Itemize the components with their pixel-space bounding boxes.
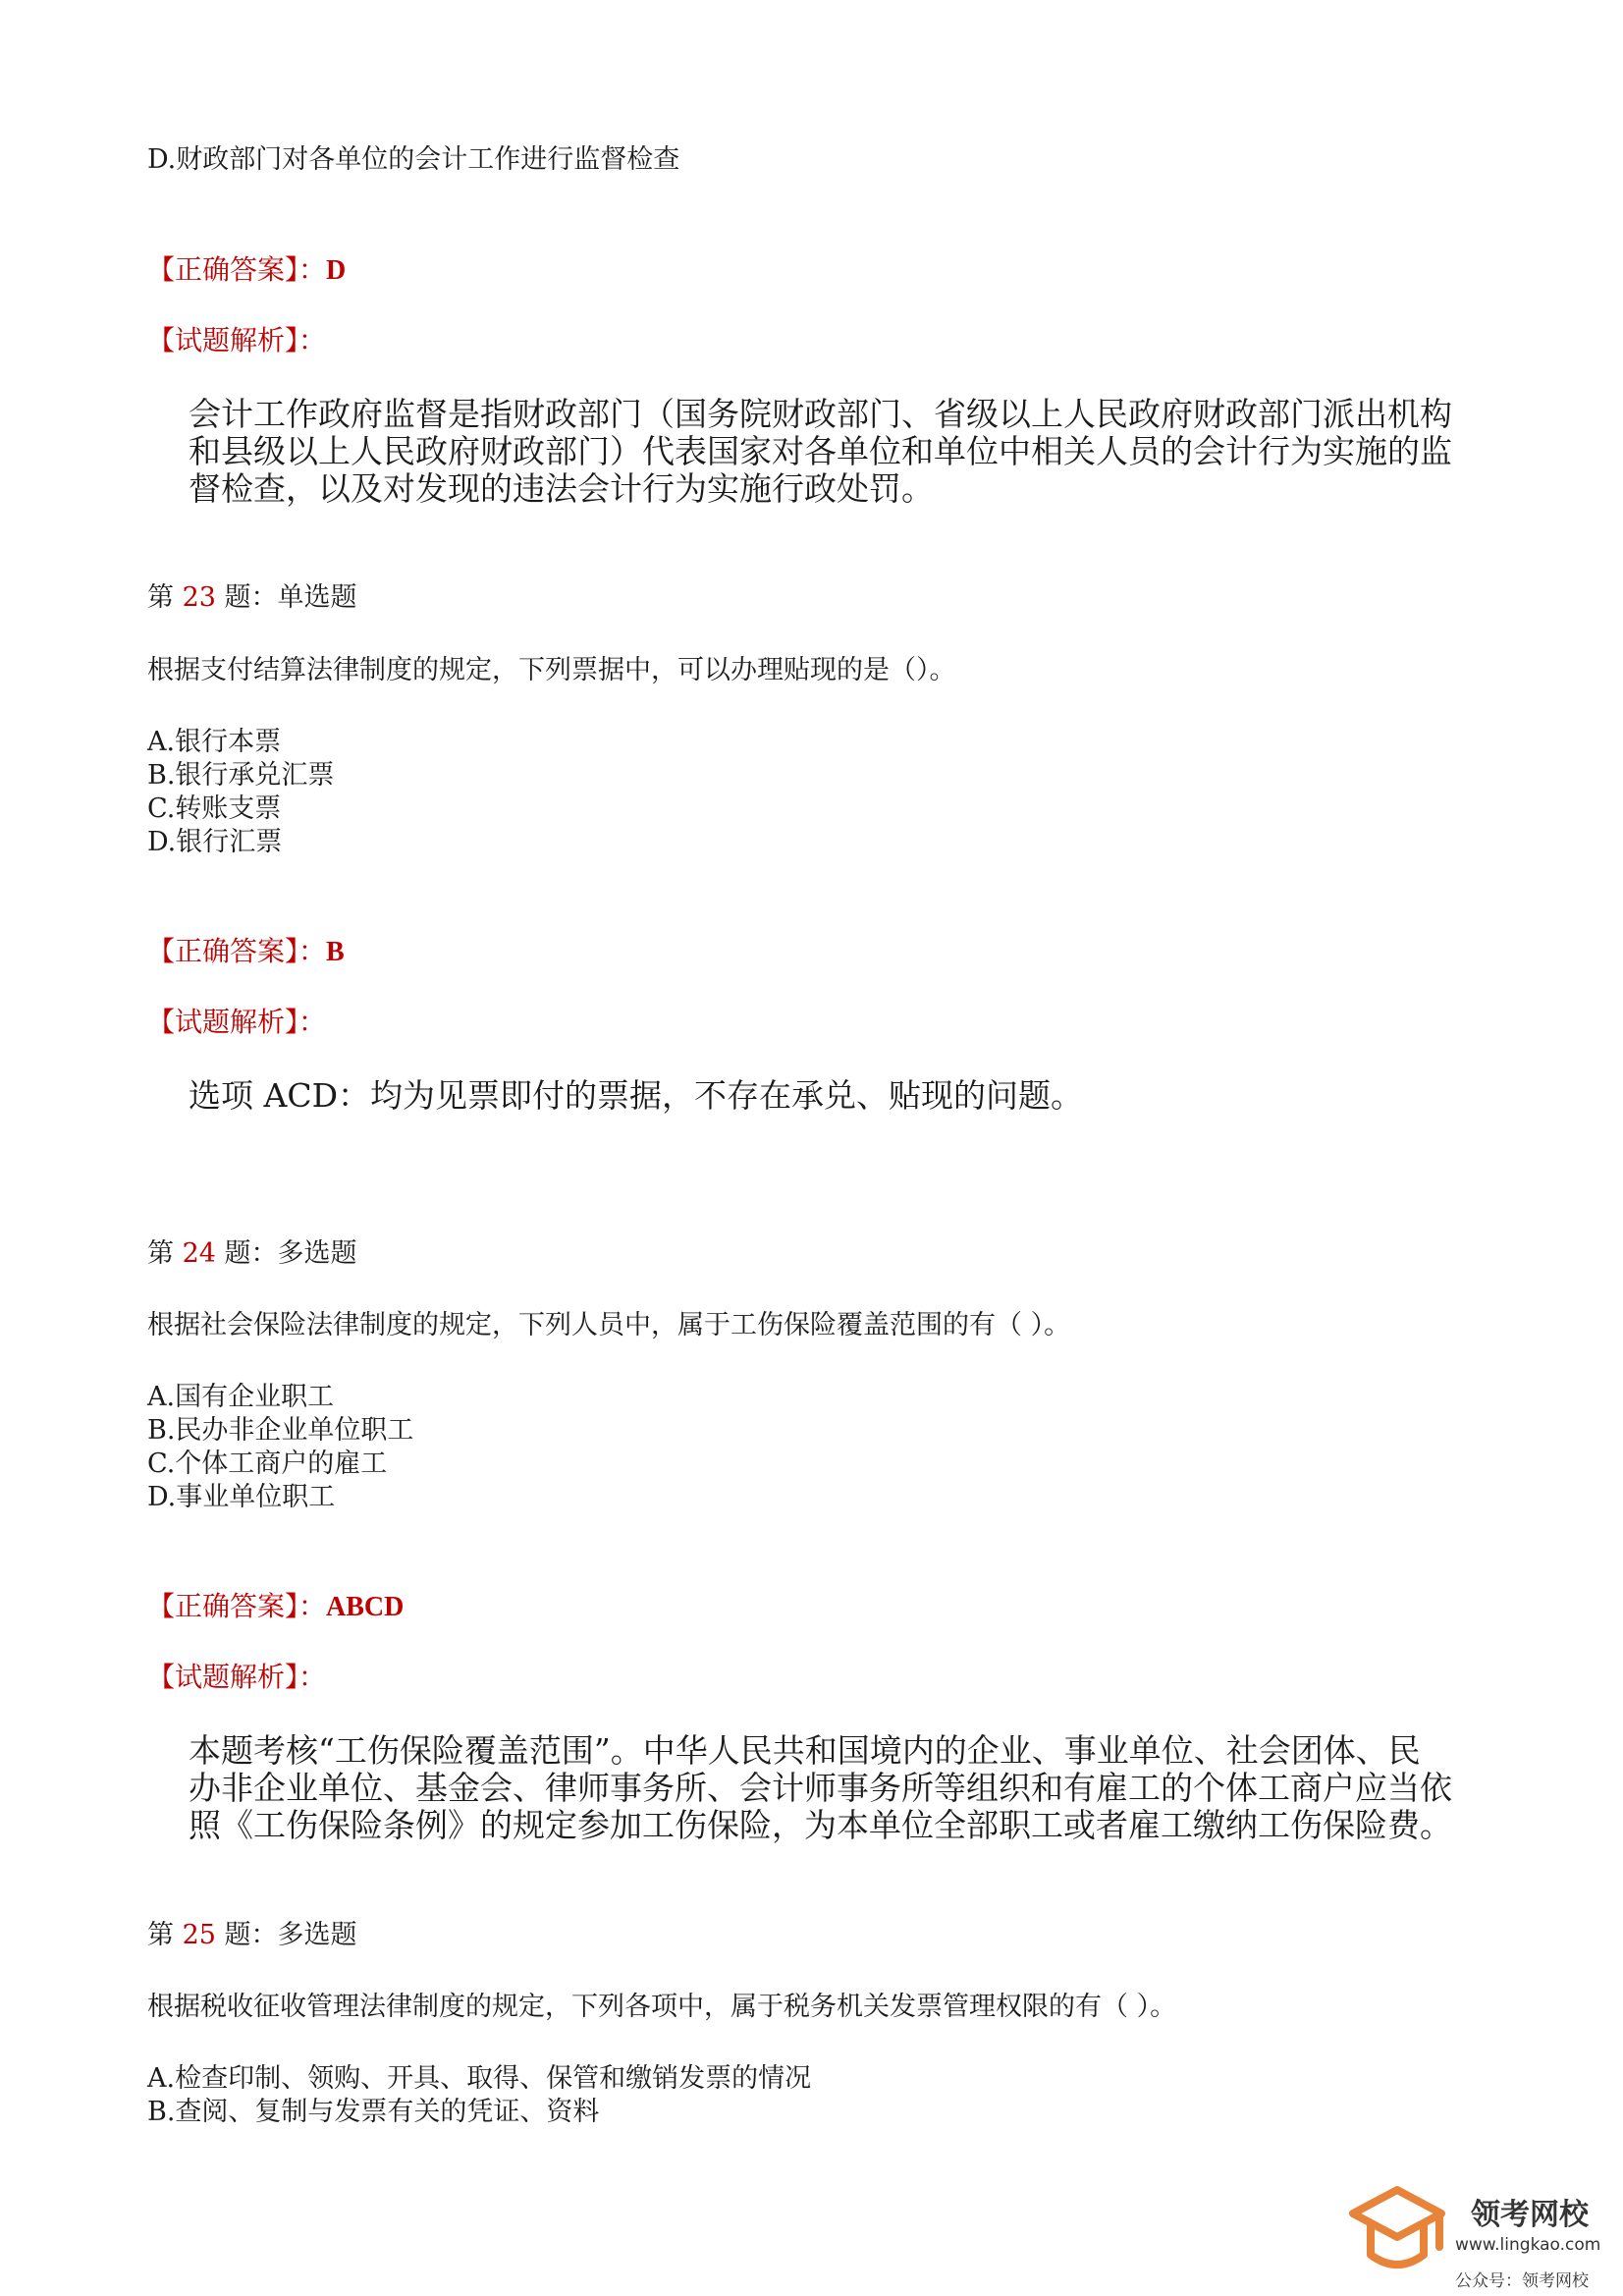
q24-answer (147, 1590, 404, 1624)
question-number: 24 (182, 1238, 216, 1269)
question-25-stem: 根据税收征收管理法律制度的规定，下列各项中，属于税务机关发票管理权限的有（ ）。 (147, 1992, 1177, 2022)
question-number: 25 (182, 1920, 216, 1950)
q22-analysis-label: 【试题解析】： (147, 324, 327, 356)
question-25-header (147, 1919, 357, 1952)
graduation-cap-icon (1343, 2176, 1451, 2284)
q22-analysis-line-1: 会计工作政府监督是指财政部门（国务院财政部门、省级以上人民政府财政部门派出机构 (189, 395, 1452, 433)
question-25-option-a: A.检查印制、领购、开具、取得、保管和缴销发票的情况 (147, 2063, 812, 2094)
question-24-option-c: C.个体工商户的雇工 (147, 1449, 388, 1479)
logo-url: www.lingkao.com (1455, 2235, 1601, 2255)
q22-answer (147, 253, 346, 288)
question-25-option-b: B.查阅、复制与发票有关的凭证、资料 (147, 2097, 600, 2127)
q24-analysis-line-1: 本题考核“工伤保险覆盖范围”。中华人民共和国境内的企业、事业单位、社会团体、民 (189, 1731, 1421, 1770)
question-prefix: 第 (147, 1238, 174, 1269)
q22-analysis-line-3: 督检查，以及对发现的违法会计行为实施行政处罚。 (189, 469, 934, 508)
question-23-option-c: C.转账支票 (147, 793, 282, 824)
q22-analysis-line-2: 和县级以上人民政府财政部门）代表国家对各单位和单位中相关人员的会计行为实施的监 (189, 432, 1452, 470)
q24-analysis-line-2: 办非企业单位、基金会、律师事务所、会计师事务所等组织和有雇工的个体工商户应当依 (189, 1769, 1452, 1807)
question-prefix: 第 (147, 582, 174, 613)
question-22-option-d: D.财政部门对各单位的会计工作进行监督检查 (147, 144, 680, 175)
question-prefix: 第 (147, 1920, 174, 1950)
question-type: 题：多选题 (224, 1238, 357, 1269)
question-number: 23 (182, 582, 216, 613)
question-23-option-a: A.银行本票 (147, 727, 282, 757)
answer-value: D (326, 255, 347, 286)
q23-analysis-label: 【试题解析】： (147, 1006, 327, 1038)
lingkao-logo (1343, 2176, 1623, 2296)
question-23-option-b: B.银行承兑汇票 (147, 760, 335, 791)
question-type: 题：多选题 (224, 1920, 357, 1950)
answer-value: ABCD (326, 1592, 405, 1622)
question-24-option-b: B.民办非企业单位职工 (147, 1415, 414, 1446)
logo-wechat: 公众号：领考网校 (1455, 2271, 1589, 2291)
question-23-option-d: D.银行汇票 (147, 827, 283, 857)
q23-analysis-line-1: 选项 ACD：均为见票即付的票据，不存在承兑、贴现的问题。 (189, 1076, 1084, 1115)
question-23-header (147, 581, 357, 615)
question-24-stem: 根据社会保险法律制度的规定，下列人员中，属于工伤保险覆盖范围的有（ ）。 (147, 1310, 1071, 1340)
logo-name: 领考网校 (1471, 2198, 1589, 2232)
answer-label: 【正确答案】： (147, 935, 327, 967)
question-24-header (147, 1237, 357, 1271)
question-24-option-d: D.事业单位职工 (147, 1482, 336, 1512)
q24-analysis-label: 【试题解析】： (147, 1661, 327, 1693)
q24-analysis-line-3: 照《工伤保险条例》的规定参加工伤保险，为本单位全部职工或者雇工缴纳工伤保险费。 (189, 1806, 1452, 1844)
answer-label: 【正确答案】： (147, 1590, 327, 1622)
question-23-stem: 根据支付结算法律制度的规定，下列票据中，可以办理贴现的是（）。 (147, 655, 956, 685)
question-type: 题：单选题 (224, 582, 357, 613)
answer-label: 【正确答案】： (147, 253, 327, 286)
answer-value: B (326, 937, 345, 967)
question-24-option-a: A.国有企业职工 (147, 1382, 335, 1412)
q23-answer (147, 935, 345, 969)
